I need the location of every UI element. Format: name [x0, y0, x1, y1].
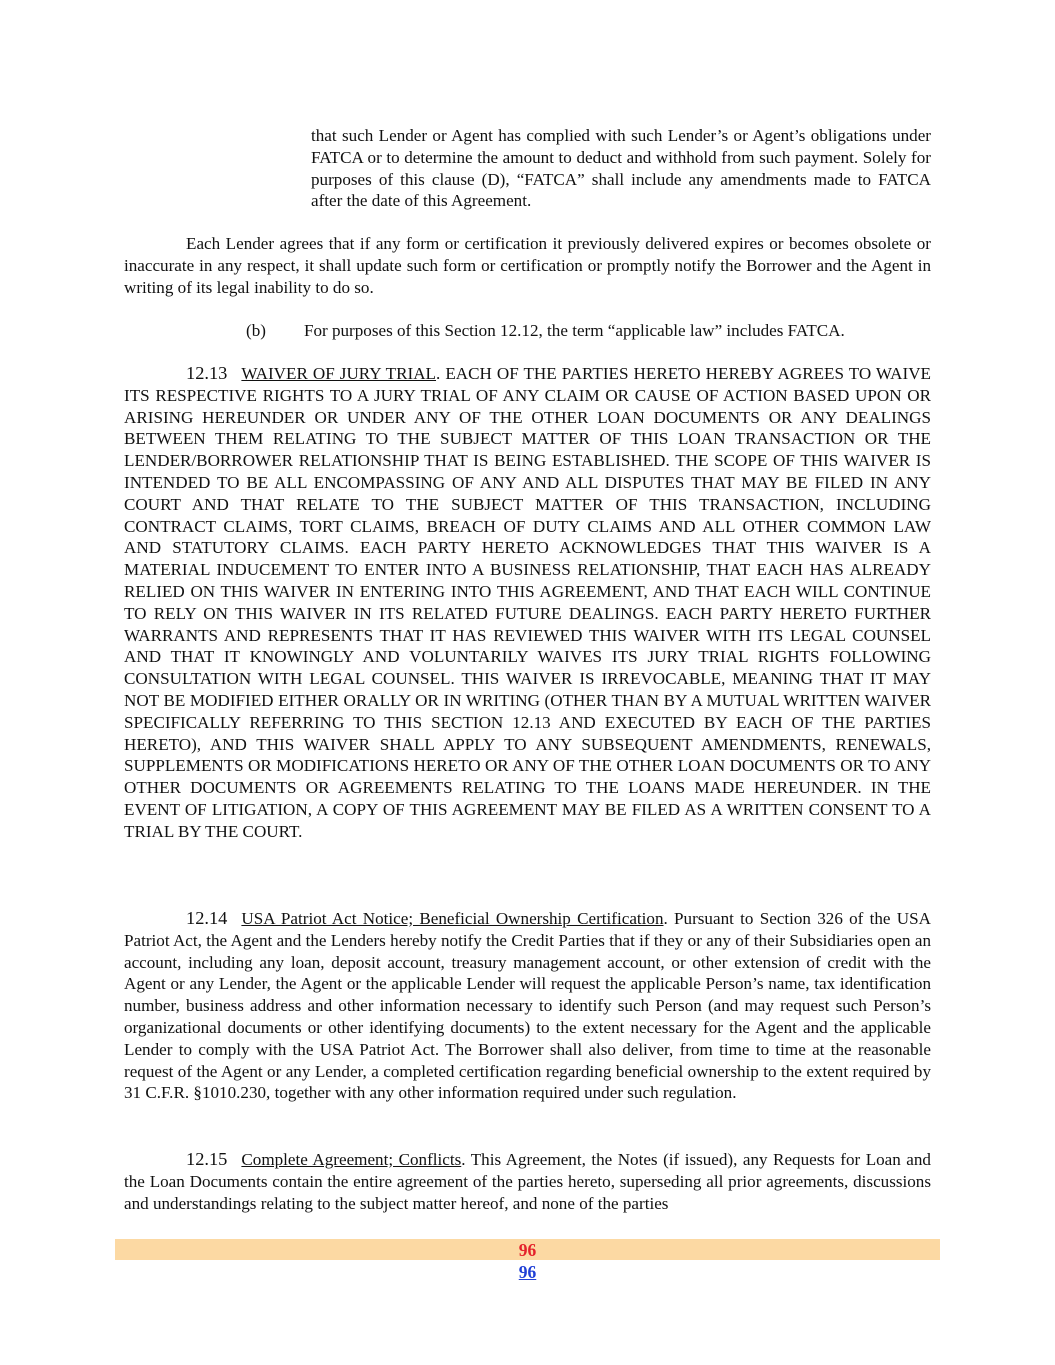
section-12-15-heading: Complete Agreement; Conflicts [241, 1150, 462, 1169]
clause-d-text: that such Lender or Agent has complied with such Lender’s or Agent’s obligations under FATCA or to determine the amount to deduct and withhold from such payment. Solely for purposes of this clause (D), “FATCA” shall include any amendments made to FATCA after the date of this Agreement. [311, 126, 931, 211]
page-number-marked: 96 [518, 1240, 537, 1260]
subsection-b-text: For purposes of this Section 12.12, the term “applicable law” includes FATCA. [303, 321, 845, 340]
section-12-14-body: . Pursuant to Section 326 of the USA Patriot Act, the Agent and the Lenders hereby notify the Credit Parties that if they or any of their Subsidiaries open an account, including any loan, deposit account, treasury management account, or other extension of credit with the Agent or any Lender, the Agent or the applicable Lender will request the applicable Person’s name, tax identification number, business address and other information necessary to identify such Person (and may request such Person’s organizational documents or other identifying documents) to the extent necessary for the Agent and the applicable Lender to comply with the USA Patriot Act. The Borrower shall also deliver, from time to time at the reasonable request of the Agent or any Lender, a completed certification regarding beneficial ownership to the extent required by 31 C.F.R. §1010.230, together with any other information required under such regulation. [124, 909, 931, 1103]
section-12-15-number: 12.15 [186, 1149, 228, 1169]
lender-paragraph [124, 233, 931, 298]
section-12-13-body: . EACH OF THE PARTIES HERETO HEREBY AGREES TO WAIVE ITS RESPECTIVE RIGHTS TO A JURY TRIAL OF ANY CLAIM OR CAUSE OF ACTION BASED UPON OR ARISING HEREUNDER OR UNDER ANY OF THE OTHER LOAN DOCUMENTS OR ANY DEALINGS BETWEEN THEM RELATING TO THE SUBJECT MATTER OF THIS LOAN TRANSACTION OR THE LENDER/BORROWER RELATIONSHIP THAT IS BEING ESTABLISHED. THE SCOPE OF THIS WAIVER IS INTENDED TO BE ALL ENCOMPASSING OF ANY AND ALL DISPUTES THAT MAY BE FILED IN ANY COURT AND THAT RELATE TO THE SUBJECT MATTER OF THIS TRANSACTION, INCLUDING CONTRACT CLAIMS, TORT CLAIMS, BREACH OF DUTY CLAIMS AND ALL OTHER COMMON LAW AND STATUTORY CLAIMS. EACH PARTY HERETO ACKNOWLEDGES THAT THIS WAIVER IS A MATERIAL INDUCEMENT TO ENTER INTO A BUSINESS RELATIONSHIP, THAT EACH HAS ALREADY RELIED ON THIS WAIVER IN ENTERING INTO THIS AGREEMENT, AND THAT EACH WILL CONTINUE TO RELY ON THIS WAIVER IN ITS RELATED FUTURE DEALINGS. EACH PARTY HERETO FURTHER WARRANTS AND REPRESENTS THAT IT HAS REVIEWED THIS WAIVER WITH ITS LEGAL COUNSEL AND THAT IT KNOWINGLY AND VOLUNTARILY WAIVES ITS JURY TRIAL RIGHTS FOLLOWING CONSULTATION WITH LEGAL COUNSEL. THIS WAIVER IS IRREVOCABLE, MEANING THAT IT MAY NOT BE MODIFIED EITHER ORALLY OR IN WRITING (OTHER THAN BY A MUTUAL WRITTEN WAIVER SPECIFICALLY REFERRING TO THIS SECTION 12.13 AND EXECUTED BY EACH OF THE PARTIES HERETO), AND THIS WAIVER SHALL APPLY TO ANY SUBSEQUENT AMENDMENTS, RENEWALS, SUPPLEMENTS OR MODIFICATIONS HERETO OR ANY OF THE OTHER LOAN DOCUMENTS OR TO ANY OTHER DOCUMENTS OR AGREEMENTS RELATING TO THE LOANS MADE HEREUNDER. IN THE EVENT OF LITIGATION, A COPY OF THIS AGREEMENT MAY BE FILED AS A WRITTEN CONSENT TO A TRIAL BY THE COURT. [124, 364, 931, 841]
section-12-14-number: 12.14 [186, 908, 228, 928]
subsection-b [246, 320, 931, 342]
section-12-13-number: 12.13 [186, 363, 228, 383]
lender-paragraph-text: Each Lender agrees that if any form or certification it previously delivered expires or becomes obsolete or inaccurate in any respect, it shall update such form or certification or promptly notify the Borrower and the Agent in writing of its legal inability to do so. [124, 234, 931, 297]
section-12-14-heading: USA Patriot Act Notice; Beneficial Ownership Certification [241, 909, 664, 928]
page-number-link-container [0, 1262, 1055, 1282]
section-12-13 [124, 363, 931, 843]
subsection-b-label: (b) [246, 321, 266, 340]
section-12-15-body: . This Agreement, the Notes (if issued), any Requests for Loan and the Loan Documents contain the entire agreement of the parties hereto, superseding all prior agreements, discussions and understandings relating to the subject matter hereof, and none of the parties [124, 1150, 931, 1213]
clause-d-continuation [311, 125, 931, 212]
section-12-13-heading: WAIVER OF JURY TRIAL [241, 364, 437, 383]
section-12-15 [124, 1149, 931, 1214]
section-12-14 [124, 908, 931, 1104]
page-number-link[interactable]: 96 [518, 1262, 537, 1282]
